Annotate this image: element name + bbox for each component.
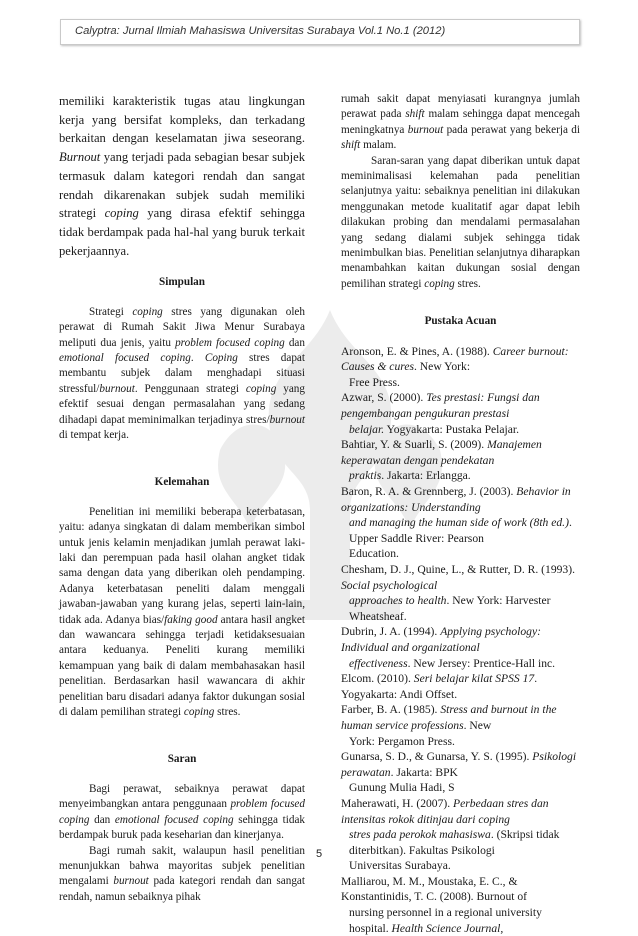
saran-heading: Saran xyxy=(167,753,197,766)
reference-item: Bahtiar, Y. & Suarli, S. (2009). Manajemen keperawatan dengan pendekatan praktis. Jakarta: Erlangga. xyxy=(341,438,542,483)
reference-item: Maherawati, H. (2007). Perbedaan stres dan intensitas rokok ditinjau dari coping stres pada perokok mahasiswa. (Skripsi tidak diterbitkan). Fakultas Psikologi Universitas Surabaya. xyxy=(341,796,560,873)
simpulan-paragraph: Strategi coping stres yang digunakan oleh perawat di Rumah Sakit Jiwa Menur Surabaya meliputi dua jenis, yaitu problem focused coping dan emotional focused coping. Coping stres dapat membantu subjek dalam menghadapi situasi stressful/burnout. Penggunaan strategi coping yang efektif sesuai dengan permasalahan yang sedang dihadapi dapat meminimalkan terjadinya stres/burnout di tempat kerja. xyxy=(59,305,306,441)
pustaka-acuan-heading: Pustaka Acuan xyxy=(424,315,497,328)
right-column xyxy=(341,92,580,936)
reference-item: Elcom. (2010). Seri belajar kilat SPSS 17. Yogyakarta: Andi Offset. xyxy=(341,672,538,701)
reference-item: Farber, B. A. (1985). Stress and burnout in the human service professions. New York: Pergamon Press. xyxy=(341,703,557,748)
intro-paragraph: memiliki karakteristik tugas atau lingkungan kerja yang bersifat kompleks, dan terkadang berkaitan dengan keselamatan jiwa seseorang. Burnout yang terjadi pada sebagian besar subjek termasuk dalam kategori rendah dan sangat rendah dikarenakan subjek sudah memiliki strategi coping yang dirasa efektif sehingga tidak berdampak pada hal-hal yang buruk terkait pekerjaannya. xyxy=(59,94,305,258)
reference-item: Malliarou, M. M., Moustaka, E. C., & Konstantinidis, T. C. (2008). Burnout of nursing personnel in a regional university hospital. Health Science Journal, xyxy=(341,874,542,935)
saran-paragraph-perawat: Bagi perawat, sebaiknya perawat dapat menyeimbangkan antara penggunaan problem focused coping dan emotional focused coping sehingga tidak berdampak buruk pada keseharian dan kinerjanya. xyxy=(59,782,306,842)
page-number: 5 xyxy=(315,848,323,860)
journal-title: Calyptra: Jurnal Ilmiah Mahasiswa Universitas Surabaya Vol.1 No.1 (2012) xyxy=(75,25,446,37)
kelemahan-heading: Kelemahan xyxy=(154,476,210,489)
journal-header xyxy=(60,19,580,45)
reference-item: Chesham, D. J., Quine, L., & Rutter, D. R. (1993). Social psychological approaches to health. New York: Harvester Wheatsheaf. xyxy=(341,563,575,623)
reference-item: Aronson, E. & Pines, A. (1988). Career burnout: Causes & cures. New York: Free Press. xyxy=(341,344,569,389)
saran-paragraph-continued: rumah sakit dapat menyiasati kurangnya jumlah perawat pada shift malam sehingga dapat mencegah meningkatnya burnout pada perawat yang bekerja di shift malam. xyxy=(341,93,580,152)
saran-paragraph-rumah-sakit: Bagi rumah sakit, walaupun hasil penelitian menunjukkan bahwa mayoritas subjek penelitian mengalami burnout pada kategori rendah dan sangat rendah, namun sebaiknya pihak xyxy=(59,844,305,903)
simpulan-heading: Simpulan xyxy=(158,276,206,289)
saran-paragraph-penelitian: Saran-saran yang dapat diberikan untuk dapat meminimalisasi kelemahan pada penelitian selanjutnya yaitu: sebaiknya penelitian ini dilakukan menggunakan metode kualitatif agar dapat lebih dilakukan probing dan mendalami permasalahan yang sedang dialami subjek sehingga tidak menimbulkan bias. Penelitian selanjutnya diharapkan menambahkan kaitan dukungan sosial dengan pemilihan strategi coping stres. xyxy=(341,154,580,290)
kelemahan-paragraph: Penelitian ini memiliki beberapa keterbatasan, yaitu: adanya singkatan di dalam memberikan simbol untuk jenis kelamin menjadikan jumlah perawat laki-laki dan perempuan pada hasil olahan angket tidak sama dengan data yang diberikan oleh pendamping. Adanya keterbatasan peneliti dalam menggali jawaban-jawaban yang kurang jelas, seperti lain-lain, tidak ada. Adanya bias/faking good antara hasil angket dan wawancara sehingga terjadi ketidaksesuaian antara keduanya. Peneliti kurang memiliki kemampuan yang baik di dalam membahasakan hasil penelitian. Berdasarkan hasil wawancara di akhir penelitian baru disadari adanya faktor dukungan sosial di dalam pemilihan strategi coping stres. xyxy=(59,505,305,719)
reference-item: Dubrin, J. A. (1994). Applying psychology: Individual and organizational effectiveness. New Jersey: Prentice-Hall inc. xyxy=(341,625,556,670)
reference-item: Gunarsa, S. D., & Gunarsa, Y. S. (1995). Psikologi perawatan. Jakarta: BPK Gunung Mulia Hadi, S xyxy=(341,750,577,795)
reference-item: Baron, R. A. & Grennberg, J. (2003). Behavior in organizations: Understanding and managing the human side of work (8th ed.). Upper Saddle River: Pearson Education. xyxy=(341,485,572,561)
left-column xyxy=(59,92,305,905)
reference-item: Azwar, S. (2000). Tes prestasi: Fungsi dan pengembangan pengukuran prestasi belajar. Yogyakarta: Pustaka Pelajar. xyxy=(341,391,540,436)
